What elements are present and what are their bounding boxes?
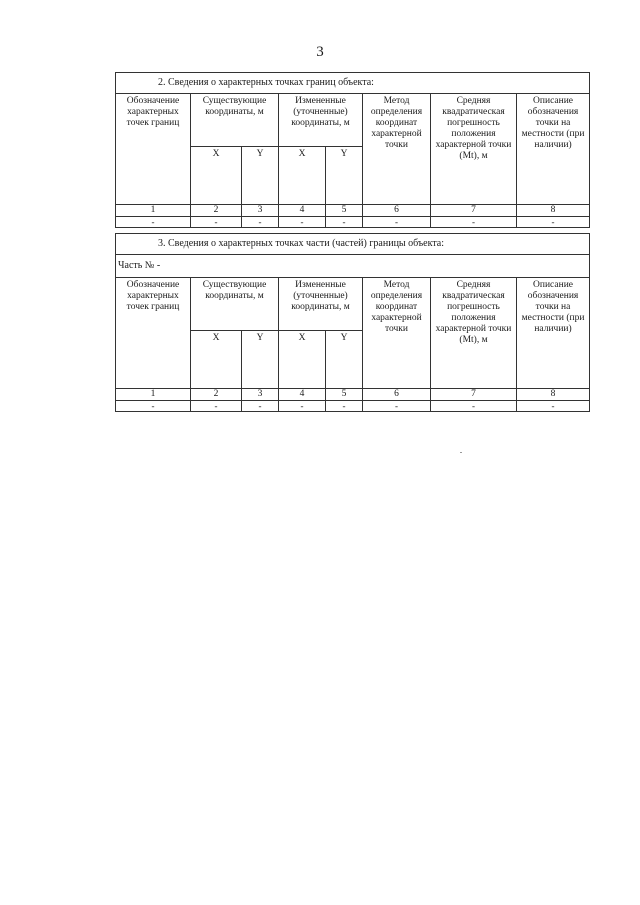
boundary-points-table	[115, 72, 590, 228]
header-designation: Обозначение характерных точек границ	[116, 94, 191, 205]
section-3-caption: 3. Сведения о характерных точках части (частей) границы объекта:	[116, 234, 590, 255]
table-cell: -	[242, 401, 279, 412]
header-changed-coordinates: Измененные (уточненные) координаты, м	[279, 94, 363, 147]
part-boundary-points-table	[115, 233, 590, 412]
header-mean-square-error: Средняя квадратическая погрешность положения характерной точки (Mt), м	[431, 94, 517, 205]
header-existing-y: Y	[242, 331, 279, 389]
column-number: 3	[242, 205, 279, 217]
column-number: 8	[517, 389, 590, 401]
header-changed-x: X	[279, 147, 326, 205]
column-number: 7	[431, 205, 517, 217]
column-number: 3	[242, 389, 279, 401]
table-cell: -	[116, 217, 191, 228]
column-number: 2	[191, 205, 242, 217]
scan-speck	[460, 452, 462, 453]
header-existing-x: X	[191, 331, 242, 389]
header-changed-x: X	[279, 331, 326, 389]
column-number: 4	[279, 205, 326, 217]
table-cell: -	[363, 217, 431, 228]
table-cell: -	[191, 217, 242, 228]
table-cell: -	[431, 217, 517, 228]
column-number: 2	[191, 389, 242, 401]
table-cell: -	[517, 401, 590, 412]
table-row	[116, 217, 590, 228]
header-existing-x: X	[191, 147, 242, 205]
header-method: Метод определения координат характерной точки	[363, 94, 431, 205]
table-cell: -	[431, 401, 517, 412]
column-number: 1	[116, 389, 191, 401]
column-number: 8	[517, 205, 590, 217]
header-existing-coordinates: Существующие координаты, м	[191, 278, 279, 331]
part-boundary-points-table-block	[115, 233, 589, 412]
header-designation: Обозначение характерных точек границ	[116, 278, 191, 389]
header-existing-coordinates: Существующие координаты, м	[191, 94, 279, 147]
column-number: 4	[279, 389, 326, 401]
column-number-row	[116, 205, 590, 217]
column-number: 6	[363, 205, 431, 217]
table-cell: -	[242, 217, 279, 228]
header-point-description: Описание обозначения точки на местности (при наличии)	[517, 94, 590, 205]
table-cell: -	[116, 401, 191, 412]
header-changed-y: Y	[326, 147, 363, 205]
page-number: 3	[316, 44, 324, 60]
table-cell: -	[517, 217, 590, 228]
column-number: 1	[116, 205, 191, 217]
table-cell: -	[326, 401, 363, 412]
header-point-description: Описание обозначения точки на местности (при наличии)	[517, 278, 590, 389]
column-number-row	[116, 389, 590, 401]
column-number: 5	[326, 205, 363, 217]
header-changed-y: Y	[326, 331, 363, 389]
header-mean-square-error: Средняя квадратическая погрешность положения характерной точки (Mt), м	[431, 278, 517, 389]
boundary-points-table-block	[115, 72, 589, 228]
column-number: 6	[363, 389, 431, 401]
column-number: 7	[431, 389, 517, 401]
section-2-caption: 2. Сведения о характерных точках границ объекта:	[116, 73, 590, 94]
table-cell: -	[363, 401, 431, 412]
table-cell: -	[279, 217, 326, 228]
header-changed-coordinates: Измененные (уточненные) координаты, м	[279, 278, 363, 331]
table-cell: -	[326, 217, 363, 228]
part-number-label: Часть № -	[116, 255, 590, 278]
table-cell: -	[191, 401, 242, 412]
table-cell: -	[279, 401, 326, 412]
header-method: Метод определения координат характерной точки	[363, 278, 431, 389]
column-number: 5	[326, 389, 363, 401]
table-row	[116, 401, 590, 412]
header-existing-y: Y	[242, 147, 279, 205]
